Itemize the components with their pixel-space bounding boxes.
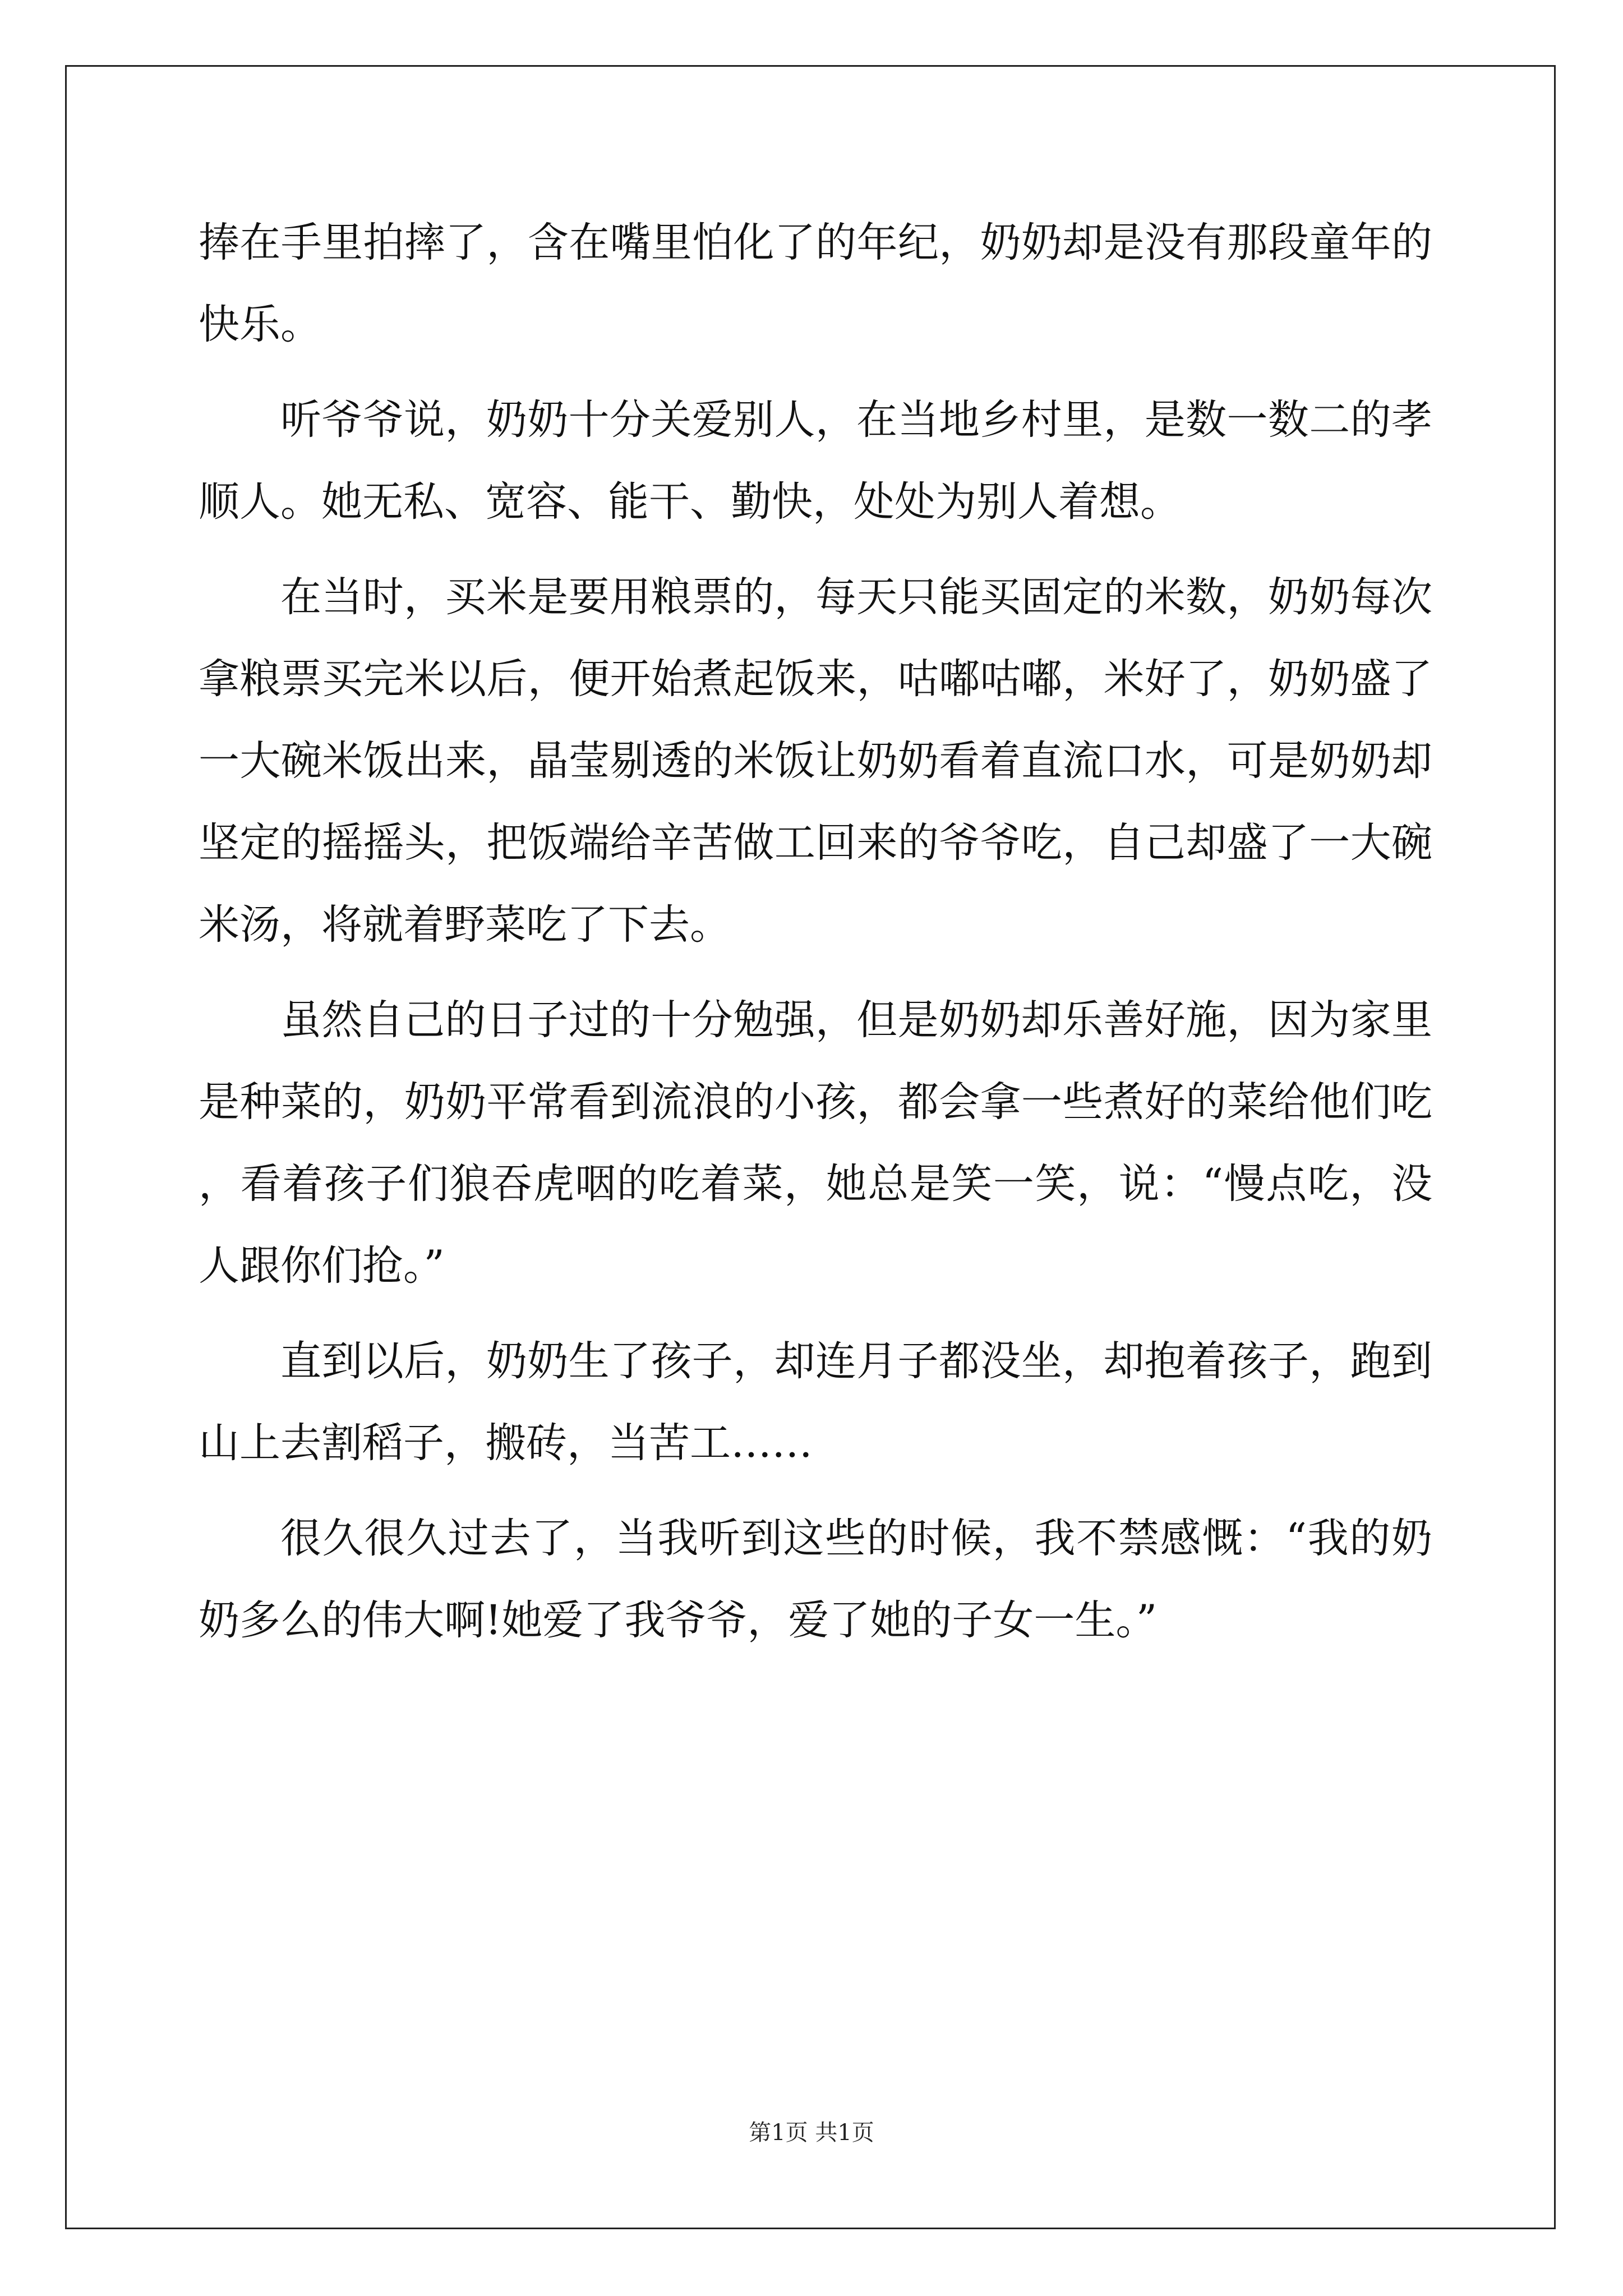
paragraph-1: 捧在手里拍摔了，含在嘴里怕化了的年纪，奶奶却是没有那段童年的快乐。 — [199, 219, 1432, 348]
page-number-footer: 第1页 共1页 — [749, 2120, 874, 2146]
paragraph-3: 在当时，买米是要用粮票的，每天只能买固定的米数，奶奶每次拿粮票买完米以后，便开始煮起饭来，咕嘟咕嘟，米好了，奶奶盛了一大碗米饭出来，晶莹剔透的米饭让奶奶看着直流口水，可是奶奶却坚定的摇摇头，把饭端给辛苦做工回来的爷爷吃，自己却盛了一大碗米汤，将就着野菜吃了下去。 — [199, 573, 1432, 949]
document-body — [199, 202, 1432, 1675]
paragraph-6: 很久很久过去了，当我听到这些的时候，我不禁感慨：“我的奶奶多么的伟大啊!她爱了我爷爷，爱了她的子女一生。” — [199, 1515, 1432, 1644]
paragraph-2: 听爷爷说，奶奶十分关爱别人，在当地乡村里，是数一数二的孝顺人。她无私、宽容、能干、勤快，处处为别人着想。 — [199, 396, 1432, 526]
paragraph-4: 虽然自己的日子过的十分勉强，但是奶奶却乐善好施，因为家里是种菜的，奶奶平常看到流浪的小孩，都会拿一些煮好的菜给他们吃，看着孩子们狼吞虎咽的吃着菜，她总是笑一笑，说：“慢点吃，没人跟你们抢。” — [199, 996, 1432, 1290]
paragraph-5: 直到以后，奶奶生了孩子，却连月子都没坐，却抱着孩子，跑到山上去割稻子，搬砖，当苦工…… — [199, 1337, 1432, 1467]
